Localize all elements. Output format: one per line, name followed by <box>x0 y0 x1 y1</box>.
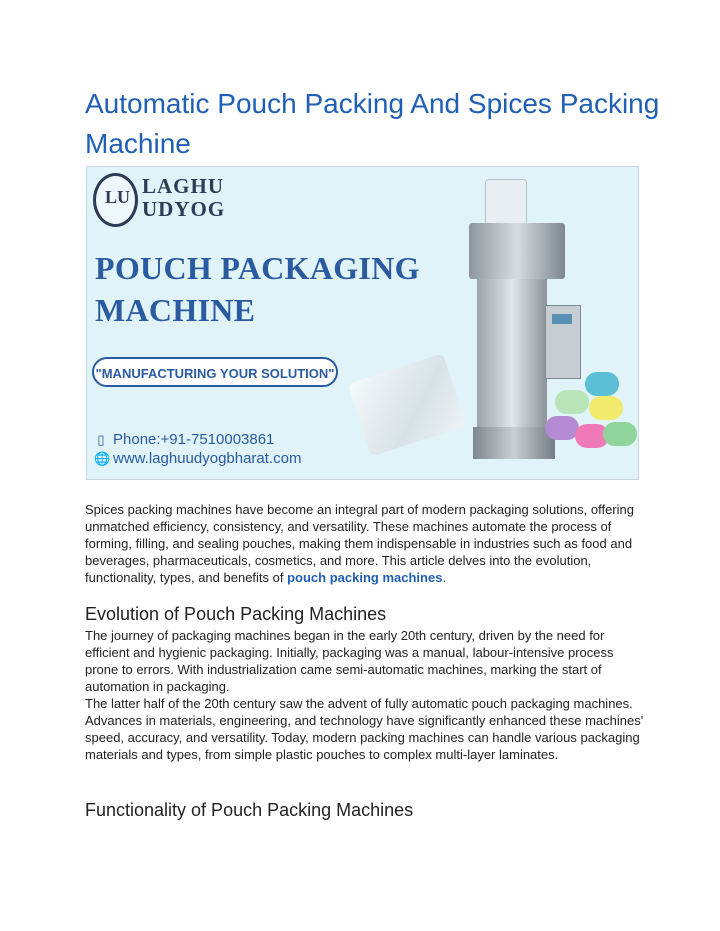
intro-text: Spices packing machines have become an integral part of modern packaging solutions, offering unmatched efficiency, consistency, and versatility. These machines automate the process of forming, filling, and sealing pouches, making them indispensable in industries such as food and beverages, pharmaceuticals, cosmetics, and more. This article delves into the evolution, functionality, types, and benefits of <box>85 502 634 585</box>
logo-text-line1: LAGHU <box>142 174 225 198</box>
section-heading-evolution: Evolution of Pouch Packing Machines <box>85 604 387 624</box>
logo-text-line2: UDYOG <box>142 197 226 221</box>
banner-website <box>94 450 301 467</box>
banner-phone <box>94 431 274 448</box>
banner-heading-line1: POUCH PACKAGING <box>95 250 420 286</box>
packaging-rolls-image <box>545 372 635 462</box>
logo-badge <box>93 173 138 227</box>
logo-badge-text: LU <box>105 187 131 207</box>
banner-tagline: "MANUFACTURING YOUR SOLUTION" <box>92 357 338 387</box>
pouch-packing-machines-link[interactable]: pouch packing machines <box>287 570 443 585</box>
pouch-sample-image <box>348 353 467 456</box>
intro-paragraph <box>85 501 645 586</box>
evolution-paragraph-1: The journey of packaging machines began in the early 20th century, driven by the need for efficient and hygienic packaging. Initially, packaging was a manual, labour-intensive process prone to errors. With industrialization came semi-automatic machines, marking the start of automation in packaging. <box>85 628 614 694</box>
banner-phone-text: Phone:+91-7510003861 <box>113 431 275 448</box>
phone-icon: ▯ <box>97 431 105 447</box>
banner-heading <box>95 247 420 331</box>
page-title: Automatic Pouch Packing And Spices Packing Machine <box>85 88 660 159</box>
product-banner-image <box>86 166 639 480</box>
evolution-paragraph-2: The latter half of the 20th century saw the advent of fully automatic pouch packaging machines. Advances in materials, engineering, and technology have significantly enhanced these machines' speed, accuracy, and versatility. Today, modern packing machines can handle various packaging materials and types, from simple plastic pouches to complex multi-layer laminates. <box>85 696 644 762</box>
intro-text-end: . <box>442 570 447 585</box>
banner-website-text: www.laghuudyogbharat.com <box>113 450 302 467</box>
section-heading-functionality: Functionality of Pouch Packing Machines <box>85 800 414 820</box>
banner-heading-line2: MACHINE <box>95 292 256 328</box>
globe-icon: 🌐 <box>94 450 111 466</box>
